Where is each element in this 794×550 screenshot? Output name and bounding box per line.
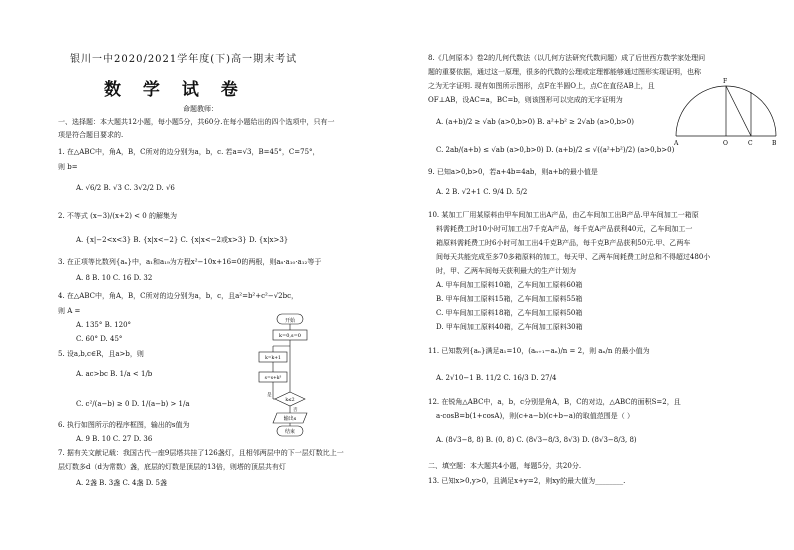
question-1-options: A. √6/2 B. √3 C. 3√2/2 D. √6	[76, 184, 175, 192]
flow-end: 结束	[284, 429, 296, 435]
label-o: O	[723, 140, 728, 147]
question-4-options-ab: A. 135° B. 120°	[76, 321, 132, 329]
question-11: 11. 已知数列{aₙ}满足a₁=10，(aₙ₊₁−aₙ)/n = 2，则 aₙ/n 的最小值为	[428, 347, 650, 355]
question-3-options: A. 8 B. 10 C. 16 D. 32	[76, 274, 153, 282]
question-5-options-ab: A. ac>bc B. 1/a < 1/b	[76, 370, 153, 378]
question-7-cont: 层灯数多d（d为常数）盏，底层的灯数是顶层的13倍，则塔的顶层共有灯	[58, 463, 286, 471]
label-b: B	[772, 140, 777, 147]
section-1-heading-cont: 项是符合题目要求的.	[58, 131, 124, 139]
question-4-cont: 则 A =	[58, 307, 81, 315]
question-10-cont-2: 箱原料需耗费工时6小时可加工出4千克B产品，每千克B产品获利50元.甲、乙两车	[436, 239, 691, 247]
question-10-option-b: B. 甲车间加工原料15箱，乙车间加工原料55箱	[436, 295, 583, 303]
section-2-heading: 二、填空题：本大题共4小题，每题5分，共20分.	[428, 462, 582, 470]
question-1: 1. 在△ABC中，角A，B，C所对的边分别为a，b，c. 若a=√3，B=45°，C=75°，	[58, 148, 320, 156]
exam-title: 银川一中2020/2021学年度(下)高一期末考试	[70, 54, 298, 65]
question-13: 13. 已知x>0,y>0，且满足x+y=2，则xy的最大值为________.	[428, 477, 626, 485]
question-8-options-ab: A. (a+b)/2 ≥ √ab (a>0,b>0) B. a²+b² ≥ 2√ab (a>0,b>0)	[436, 118, 634, 126]
question-9: 9. 已知a>0,b>0，若a+4b=4ab，则a+b的最小值是	[428, 168, 598, 176]
question-10-option-a: A. 甲车间加工原料10箱，乙车间加工原料60箱	[436, 281, 583, 289]
question-12-cont: a·cosB=b(1+cosA)，则(c+a−b)(c+b−a)的取值范围是（ ）	[436, 412, 634, 420]
flow-start: 开始	[284, 318, 296, 324]
flowchart	[255, 312, 330, 437]
question-2-options: A. {x|−2<x<3} B. {x|x<−2} C. {x|x<−2或x>3} D. {x|x>3}	[76, 236, 289, 244]
flow-step-s: s=s+k³	[264, 376, 282, 381]
flow-condition: k≤2	[285, 398, 295, 403]
question-1-cont: 则 b=	[58, 163, 78, 171]
question-10-option-c: C. 甲车间加工原料18箱，乙车间加工原料50箱	[436, 309, 583, 317]
section-1-heading: 一、选择题：本大题共12小题，每小题5分，共60分.在每小题给出的四个选项中，只有一	[58, 118, 335, 126]
question-10-cont-1: 料需耗费工时10小时可加工出7千克A产品，每千克A产品获利40元，乙车间加工一	[436, 225, 693, 233]
question-8: 8.《几何原本》卷2的几何代数法（以几何方法研究代数问题）成了后世西方数学家处理问	[428, 54, 706, 62]
question-10-option-d: D. 甲车间加工原料40箱，乙车间加工原料30箱	[436, 323, 583, 331]
label-c: C	[748, 140, 753, 147]
question-10-cont-3: 间每天共能完成至多70多箱原料的加工，每天甲、乙两车间耗费工时总和不得超过480小	[436, 253, 711, 261]
flow-output: 输出s	[283, 416, 297, 422]
question-7-options: A. 2盏 B. 3盏 C. 4盏 D. 5盏	[76, 479, 167, 487]
question-4-options-cd: C. 60° D. 45°	[76, 335, 123, 343]
question-7: 7. 据有关文献记载：我国古代一座9层塔共挂了126盏灯，且相邻两层中的下一层灯数比上一	[58, 449, 344, 457]
question-8-cont-3: OF⊥AB，设AC=a，BC=b，则该图形可以完成的无字证明为	[428, 96, 623, 104]
setter-line: 命题教师：	[183, 105, 218, 113]
question-11-options: A. 2√10−1 B. 11/2 C. 16/3 D. 27/4	[436, 374, 557, 382]
flow-init: k=0,s=0	[279, 333, 301, 339]
question-8-cont-2: 之为无字证明. 现有如图所示图形，点F在半圆O上，点C在直径AB上，且	[428, 82, 655, 90]
question-2: 2. 不等式 (x−3)/(x+2) < 0 的解集为	[58, 212, 177, 220]
flow-no: 否	[293, 408, 298, 413]
question-5-options-cd: C. c²/(a−b) ≥ 0 D. 1/(a−b) > 1/a	[76, 400, 190, 408]
question-10-cont-4: 时，甲、乙两车间每天获利最大的生产计划为	[436, 267, 576, 275]
question-4: 4. 在△ABC中，角A，B，C所对的边分别为a，b，c，且a²=b²+c²−√2bc，	[58, 292, 299, 300]
question-9-options: A. 2 B. √2+1 C. 9/4 D. 5/2	[436, 188, 528, 196]
flow-step-k: k=k+1	[265, 356, 281, 361]
semicircle-figure	[671, 8, 781, 148]
question-5: 5. 设a,b,c∈R，且a>b，则	[58, 350, 144, 358]
question-8-cont-1: 题的重要依据，通过这一原理，很多的代数的公理或定理都能够通过图形实现证明，也称	[428, 68, 701, 76]
question-3: 3. 在正项等比数列{aₙ}中，a₁和a₁₉为方程x²−10x+16=0的两根，则a₈·a₁₀·a₁₂等于	[58, 258, 322, 266]
question-6-options: A. 9 B. 10 C. 27 D. 36	[76, 435, 153, 443]
subject-title: 数 学 试 卷	[104, 80, 246, 100]
question-12-options: A. (8√3−8, 8) B. (0, 8) C. (8√3−8/3, 8√3) D. (8√3−8/3, 8)	[436, 436, 637, 444]
question-10: 10. 某加工厂用某原料由甲车间加工出A产品，由乙车间加工出B产品.甲车间加工一箱原	[428, 211, 699, 219]
flow-yes: 是	[267, 393, 272, 398]
question-8-options-cd: C. 2ab/(a+b) ≤ √ab (a>0,b>0) D. (a+b)/2 ≤ √((a²+b²)/2) (a>0,b>0)	[436, 146, 675, 154]
question-6: 6. 执行如图所示的程序框图，输出的s值为	[58, 421, 190, 429]
question-12: 12. 在锐角△ABC中，a，b，c分别是角A，B，C的对边，△ABC的面积S=2，且	[428, 398, 681, 406]
label-f: F	[723, 78, 728, 85]
label-a: A	[674, 140, 679, 147]
